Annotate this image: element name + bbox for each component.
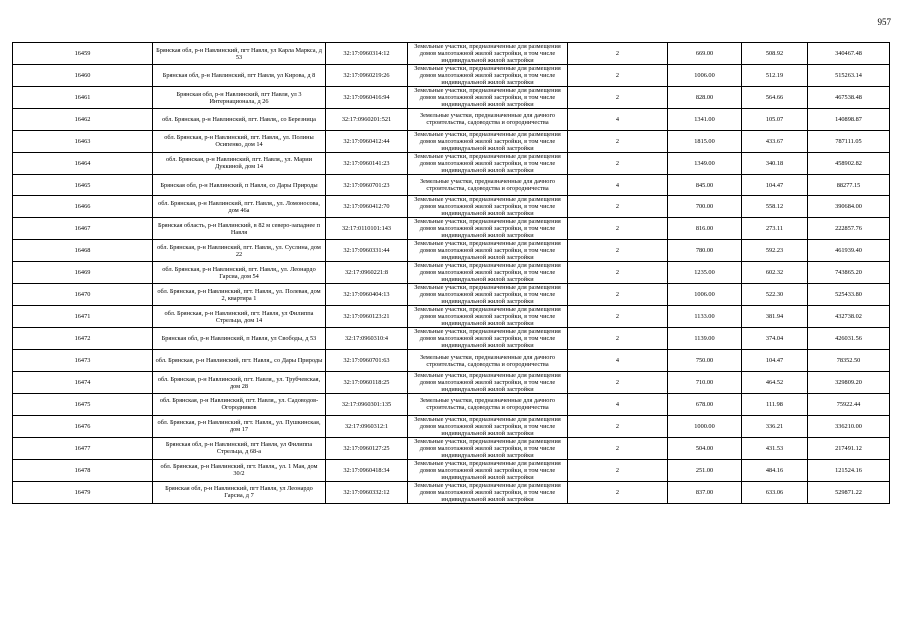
table-row bbox=[13, 218, 890, 240]
specific-value-cell: 336.21 bbox=[742, 415, 808, 437]
area-cell: 816.00 bbox=[668, 218, 742, 240]
land-use-cell: Земельные участки, предназначенные для размещения домов малоэтажной жилой застройки, в том числе индивидуальной жилой застройки bbox=[408, 43, 568, 65]
cadastral-cost-cell: 426031.56 bbox=[808, 328, 890, 350]
cadastral-cost-cell: 217491.12 bbox=[808, 437, 890, 459]
area-cell: 780.00 bbox=[668, 240, 742, 262]
address-cell: Брянская обл, р-н Навлинский, п Навля, ул Свободы, д 53 bbox=[153, 328, 326, 350]
group-cell: 2 bbox=[568, 152, 668, 174]
area-cell: 845.00 bbox=[668, 174, 742, 196]
row-number: 16460 bbox=[13, 65, 153, 87]
cadastral-number-cell: 32:17:0960310:4 bbox=[326, 328, 408, 350]
group-cell: 4 bbox=[568, 174, 668, 196]
row-number: 16473 bbox=[13, 350, 153, 372]
address-cell: Брянская обл, р-н Навлинский, пгт Навля, ул Леонардо Гарсиа, д 7 bbox=[153, 481, 326, 503]
cadastral-cost-cell: 78352.50 bbox=[808, 350, 890, 372]
address-cell: обл. Брянская, р-н Навлинский, пгт. Навля,, ул. Суслина, дом 22 bbox=[153, 240, 326, 262]
row-number: 16469 bbox=[13, 262, 153, 284]
cadastral-number-cell: 32:17:0960123:21 bbox=[326, 306, 408, 328]
land-use-cell: Земельные участки, предназначенные для размещения домов малоэтажной жилой застройки, в том числе индивидуальной жилой застройки bbox=[408, 437, 568, 459]
address-cell: Брянская область, р-н Навлинский, в 82 м северо-западнее п Навля bbox=[153, 218, 326, 240]
land-use-cell: Земельные участки, предназначенные для размещения домов малоэтажной жилой застройки, в том числе индивидуальной жилой застройки bbox=[408, 328, 568, 350]
specific-value-cell: 602.32 bbox=[742, 262, 808, 284]
address-cell: Брянская обл, р-н Навлинский, пгт Навля, ул 3 Интернационала, д 26 bbox=[153, 87, 326, 109]
row-number: 16466 bbox=[13, 196, 153, 218]
row-number: 16474 bbox=[13, 372, 153, 394]
cadastral-cost-cell: 458902.82 bbox=[808, 152, 890, 174]
specific-value-cell: 633.06 bbox=[742, 481, 808, 503]
specific-value-cell: 104.47 bbox=[742, 174, 808, 196]
specific-value-cell: 558.12 bbox=[742, 196, 808, 218]
table-row bbox=[13, 284, 890, 306]
area-cell: 710.00 bbox=[668, 372, 742, 394]
group-cell: 2 bbox=[568, 481, 668, 503]
area-cell: 828.00 bbox=[668, 87, 742, 109]
cadastral-number-cell: 32:17:0960416:94 bbox=[326, 87, 408, 109]
cadastral-cost-cell: 461939.40 bbox=[808, 240, 890, 262]
cadastral-number-cell: 32:17:0960331:44 bbox=[326, 240, 408, 262]
specific-value-cell: 105.07 bbox=[742, 109, 808, 131]
row-number: 16461 bbox=[13, 87, 153, 109]
cadastral-number-cell: 32:17:0960312:1 bbox=[326, 415, 408, 437]
land-use-cell: Земельные участки, предназначенные для размещения домов малоэтажной жилой застройки, в том числе индивидуальной жилой застройки bbox=[408, 284, 568, 306]
specific-value-cell: 484.16 bbox=[742, 459, 808, 481]
table-row bbox=[13, 43, 890, 65]
address-cell: обл. Брянская, р-н Навлинский, пгт. Навля,, ул. Ломоносова, дом 46а bbox=[153, 196, 326, 218]
address-cell: обл. Брянская, р-н Навлинский, пгт. Навля,, со Дары Природы bbox=[153, 350, 326, 372]
table-row bbox=[13, 65, 890, 87]
land-use-cell: Земельные участки, предназначенные для размещения домов малоэтажной жилой застройки, в том числе индивидуальной жилой застройки bbox=[408, 372, 568, 394]
cadastral-number-cell: 32:17:0960701:23 bbox=[326, 174, 408, 196]
area-cell: 251.00 bbox=[668, 459, 742, 481]
land-use-cell: Земельные участки, предназначенные для размещения домов малоэтажной жилой застройки, в том числе индивидуальной жилой застройки bbox=[408, 196, 568, 218]
address-cell: обл. Брянская, р-н Навлинский, пгт. Навля,, ул. Пушкинская, дом 17 bbox=[153, 415, 326, 437]
cadastral-cost-cell: 222857.76 bbox=[808, 218, 890, 240]
address-cell: обл. Брянская, р-н Навлинский, пгт. Навля,, ул. Леонардо Гарсиа, дом 54 bbox=[153, 262, 326, 284]
cadastral-cost-cell: 390684.00 bbox=[808, 196, 890, 218]
group-cell: 2 bbox=[568, 372, 668, 394]
table-row bbox=[13, 372, 890, 394]
row-number: 16471 bbox=[13, 306, 153, 328]
cadastral-cost-cell: 432738.02 bbox=[808, 306, 890, 328]
land-use-cell: Земельные участки, предназначенные для размещения домов малоэтажной жилой застройки, в том числе индивидуальной жилой застройки bbox=[408, 65, 568, 87]
specific-value-cell: 340.18 bbox=[742, 152, 808, 174]
table-row bbox=[13, 394, 890, 416]
cadastral-cost-cell: 121524.16 bbox=[808, 459, 890, 481]
area-cell: 1133.00 bbox=[668, 306, 742, 328]
area-cell: 750.00 bbox=[668, 350, 742, 372]
specific-value-cell: 464.52 bbox=[742, 372, 808, 394]
cadastral-number-cell: 32:17:0960412:70 bbox=[326, 196, 408, 218]
cadastral-number-cell: 32:17:0960127:25 bbox=[326, 437, 408, 459]
row-number: 16476 bbox=[13, 415, 153, 437]
group-cell: 2 bbox=[568, 240, 668, 262]
specific-value-cell: 381.94 bbox=[742, 306, 808, 328]
area-cell: 1006.00 bbox=[668, 284, 742, 306]
cadastral-number-cell: 32:17:0960418:34 bbox=[326, 459, 408, 481]
area-cell: 1235.00 bbox=[668, 262, 742, 284]
row-number: 16467 bbox=[13, 218, 153, 240]
row-number: 16479 bbox=[13, 481, 153, 503]
land-use-cell: Земельные участки, предназначенные для дачного строительства, садоводства и огородничества bbox=[408, 350, 568, 372]
land-use-cell: Земельные участки, предназначенные для дачного строительства, садоводства и огородничества bbox=[408, 109, 568, 131]
land-use-cell: Земельные участки, предназначенные для размещения домов малоэтажной жилой застройки, в том числе индивидуальной жилой застройки bbox=[408, 459, 568, 481]
area-cell: 700.00 bbox=[668, 196, 742, 218]
area-cell: 678.00 bbox=[668, 394, 742, 416]
specific-value-cell: 111.98 bbox=[742, 394, 808, 416]
cadastral-number-cell: 32:17:0960701:63 bbox=[326, 350, 408, 372]
area-cell: 669.00 bbox=[668, 43, 742, 65]
address-cell: Брянская обл, р-н Навлинский, пгт Навля, ул Кирова, д 8 bbox=[153, 65, 326, 87]
page-number: 957 bbox=[877, 17, 891, 27]
area-cell: 1006.00 bbox=[668, 65, 742, 87]
land-use-cell: Земельные участки, предназначенные для дачного строительства, садоводства и огородничества bbox=[408, 174, 568, 196]
land-use-cell: Земельные участки, предназначенные для дачного строительства, садоводства и огородничества bbox=[408, 394, 568, 416]
table-row bbox=[13, 437, 890, 459]
group-cell: 2 bbox=[568, 284, 668, 306]
cadastral-cost-cell: 340467.48 bbox=[808, 43, 890, 65]
area-cell: 1139.00 bbox=[668, 328, 742, 350]
table-row bbox=[13, 306, 890, 328]
specific-value-cell: 433.67 bbox=[742, 130, 808, 152]
cadastral-number-cell: 32:17:0960221:8 bbox=[326, 262, 408, 284]
area-cell: 1000.00 bbox=[668, 415, 742, 437]
area-cell: 1349.00 bbox=[668, 152, 742, 174]
row-number: 16475 bbox=[13, 394, 153, 416]
group-cell: 2 bbox=[568, 328, 668, 350]
group-cell: 4 bbox=[568, 350, 668, 372]
cadastral-cost-cell: 515263.14 bbox=[808, 65, 890, 87]
land-use-cell: Земельные участки, предназначенные для размещения домов малоэтажной жилой застройки, в том числе индивидуальной жилой застройки bbox=[408, 130, 568, 152]
group-cell: 2 bbox=[568, 306, 668, 328]
row-number: 16478 bbox=[13, 459, 153, 481]
table-row bbox=[13, 130, 890, 152]
address-cell: обл. Брянская, р-н Навлинский, пгт. Навля,, ул. Садоводов-Огородников bbox=[153, 394, 326, 416]
cadastral-cost-cell: 329809.20 bbox=[808, 372, 890, 394]
row-number: 16462 bbox=[13, 109, 153, 131]
cadastral-cost-cell: 529871.22 bbox=[808, 481, 890, 503]
row-number: 16464 bbox=[13, 152, 153, 174]
group-cell: 2 bbox=[568, 459, 668, 481]
row-number: 16470 bbox=[13, 284, 153, 306]
cadastral-value-table bbox=[12, 42, 890, 504]
cadastral-cost-cell: 787111.05 bbox=[808, 130, 890, 152]
cadastral-cost-cell: 743865.20 bbox=[808, 262, 890, 284]
cadastral-number-cell: 32:17:0110101:143 bbox=[326, 218, 408, 240]
table-row bbox=[13, 415, 890, 437]
row-number: 16477 bbox=[13, 437, 153, 459]
table-row bbox=[13, 459, 890, 481]
row-number: 16465 bbox=[13, 174, 153, 196]
specific-value-cell: 104.47 bbox=[742, 350, 808, 372]
group-cell: 2 bbox=[568, 130, 668, 152]
cadastral-number-cell: 32:17:0960141:23 bbox=[326, 152, 408, 174]
cadastral-cost-cell: 75922.44 bbox=[808, 394, 890, 416]
table-row bbox=[13, 109, 890, 131]
cadastral-number-cell: 32:17:0960201:521 bbox=[326, 109, 408, 131]
group-cell: 2 bbox=[568, 437, 668, 459]
cadastral-cost-cell: 525433.80 bbox=[808, 284, 890, 306]
group-cell: 2 bbox=[568, 262, 668, 284]
area-cell: 837.00 bbox=[668, 481, 742, 503]
group-cell: 2 bbox=[568, 415, 668, 437]
row-number: 16472 bbox=[13, 328, 153, 350]
land-use-cell: Земельные участки, предназначенные для размещения домов малоэтажной жилой застройки, в том числе индивидуальной жилой застройки bbox=[408, 240, 568, 262]
address-cell: обл. Брянская, р-н Навлинский, пгт. Навля,, ул. 1 Мая, дом 30/2 bbox=[153, 459, 326, 481]
area-cell: 1815.00 bbox=[668, 130, 742, 152]
cadastral-cost-cell: 88277.15 bbox=[808, 174, 890, 196]
cadastral-cost-cell: 140898.87 bbox=[808, 109, 890, 131]
cadastral-cost-cell: 467538.48 bbox=[808, 87, 890, 109]
cadastral-number-cell: 32:17:0960219:26 bbox=[326, 65, 408, 87]
specific-value-cell: 431.53 bbox=[742, 437, 808, 459]
table-row bbox=[13, 481, 890, 503]
row-number: 16459 bbox=[13, 43, 153, 65]
row-number: 16468 bbox=[13, 240, 153, 262]
table-row bbox=[13, 262, 890, 284]
cadastral-number-cell: 32:17:0960404:13 bbox=[326, 284, 408, 306]
group-cell: 2 bbox=[568, 218, 668, 240]
address-cell: обл. Брянская, р-н Навлинский, пгт. Навля,, ул. Полевая, дом 2, квартира 1 bbox=[153, 284, 326, 306]
land-use-cell: Земельные участки, предназначенные для размещения домов малоэтажной жилой застройки, в том числе индивидуальной жилой застройки bbox=[408, 415, 568, 437]
land-use-cell: Земельные участки, предназначенные для размещения домов малоэтажной жилой застройки, в том числе индивидуальной жилой застройки bbox=[408, 306, 568, 328]
address-cell: обл. Брянская, р-н Навлинский, пгт. Навля,, ул. Марии Дуккиной, дом 14 bbox=[153, 152, 326, 174]
specific-value-cell: 273.11 bbox=[742, 218, 808, 240]
area-cell: 1341.00 bbox=[668, 109, 742, 131]
row-number: 16463 bbox=[13, 130, 153, 152]
specific-value-cell: 522.30 bbox=[742, 284, 808, 306]
group-cell: 4 bbox=[568, 109, 668, 131]
table-row bbox=[13, 152, 890, 174]
cadastral-number-cell: 32:17:0960118:25 bbox=[326, 372, 408, 394]
cadastral-number-cell: 32:17:0960332:12 bbox=[326, 481, 408, 503]
group-cell: 2 bbox=[568, 87, 668, 109]
group-cell: 2 bbox=[568, 65, 668, 87]
cadastral-number-cell: 32:17:0960314:12 bbox=[326, 43, 408, 65]
address-cell: Брянская обл, р-н Навлинский, п Навля, со Дары Природы bbox=[153, 174, 326, 196]
address-cell: обл. Брянская, р-н Навлинский, пгт. Навля, ул Филиппа Стрельца, дом 14 bbox=[153, 306, 326, 328]
specific-value-cell: 592.23 bbox=[742, 240, 808, 262]
specific-value-cell: 512.19 bbox=[742, 65, 808, 87]
address-cell: обл. Брянская, р-н Навлинский, пгт. Навля,, ул. Трубчевская, дом 28 bbox=[153, 372, 326, 394]
specific-value-cell: 374.04 bbox=[742, 328, 808, 350]
address-cell: обл. Брянская, р-н Навлинский, пгт. Навля,, со Березница bbox=[153, 109, 326, 131]
cadastral-number-cell: 32:17:0960301:135 bbox=[326, 394, 408, 416]
table-row bbox=[13, 87, 890, 109]
land-use-cell: Земельные участки, предназначенные для размещения домов малоэтажной жилой застройки, в том числе индивидуальной жилой застройки bbox=[408, 87, 568, 109]
cadastral-cost-cell: 336210.00 bbox=[808, 415, 890, 437]
table-row bbox=[13, 174, 890, 196]
group-cell: 2 bbox=[568, 196, 668, 218]
table-row bbox=[13, 350, 890, 372]
address-cell: Брянская обл, р-н Навлинский, пгт Навля, ул Карла Маркса, д 53 bbox=[153, 43, 326, 65]
table-row bbox=[13, 328, 890, 350]
specific-value-cell: 508.92 bbox=[742, 43, 808, 65]
group-cell: 4 bbox=[568, 394, 668, 416]
group-cell: 2 bbox=[568, 43, 668, 65]
land-use-cell: Земельные участки, предназначенные для размещения домов малоэтажной жилой застройки, в том числе индивидуальной жилой застройки bbox=[408, 481, 568, 503]
area-cell: 504.00 bbox=[668, 437, 742, 459]
address-cell: Брянская обл, р-н Навлинский, пгт Навля, ул Филиппа Стрельца, д 68-а bbox=[153, 437, 326, 459]
land-use-cell: Земельные участки, предназначенные для размещения домов малоэтажной жилой застройки, в том числе индивидуальной жилой застройки bbox=[408, 152, 568, 174]
specific-value-cell: 564.66 bbox=[742, 87, 808, 109]
land-use-cell: Земельные участки, предназначенные для размещения домов малоэтажной жилой застройки, в том числе индивидуальной жилой застройки bbox=[408, 262, 568, 284]
land-use-cell: Земельные участки, предназначенные для размещения домов малоэтажной жилой застройки, в том числе индивидуальной жилой застройки bbox=[408, 218, 568, 240]
address-cell: обл. Брянская, р-н Навлинский, пгт. Навля,, ул. Полины Осипенко, дом 14 bbox=[153, 130, 326, 152]
cadastral-number-cell: 32:17:0960412:44 bbox=[326, 130, 408, 152]
table-row bbox=[13, 196, 890, 218]
table-row bbox=[13, 240, 890, 262]
